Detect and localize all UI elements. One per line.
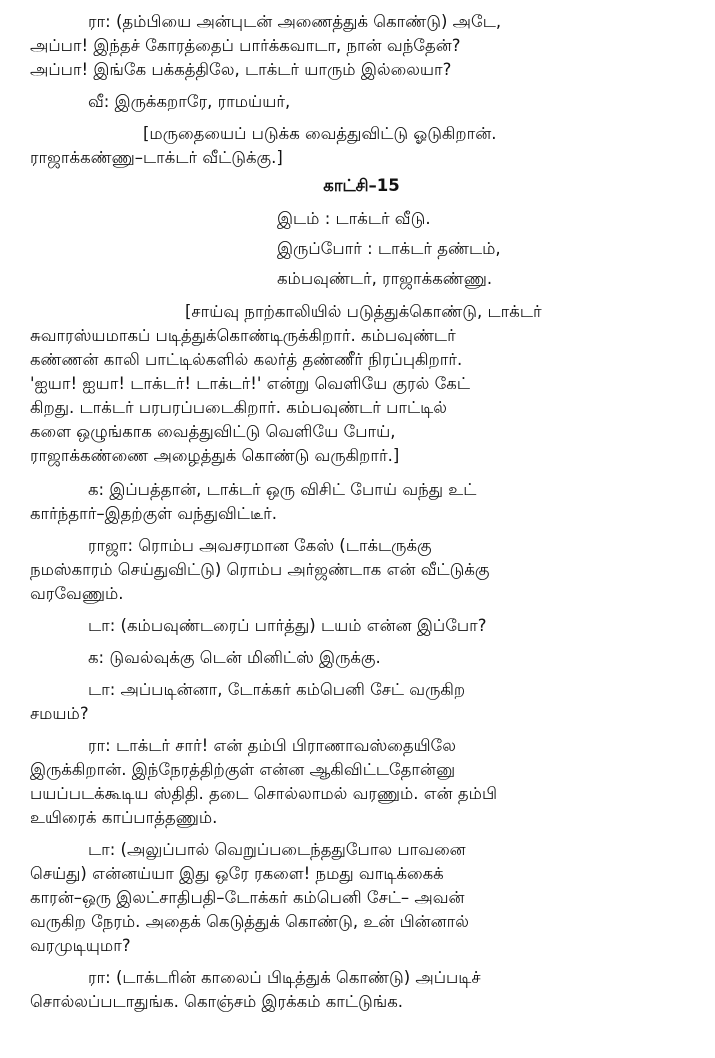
dialogue-line: வருகிற நேரம். அதைக் கெடுத்துக் கொண்டு, உன் பின்னால் xyxy=(30,912,469,931)
stage-direction xyxy=(30,122,693,170)
dialogue-line: பயப்படக்கூடிய ஸ்திதி. தடை சொல்லாமல் வரணும். என் தம்பி xyxy=(30,784,497,803)
dialogue-paragraph xyxy=(30,678,693,726)
dialogue-line: க: இப்பத்தான், டாக்டர் ஒரு விசிட் போய் வந்து உட் xyxy=(88,480,477,499)
scene-title: காட்சி–15 xyxy=(323,176,400,195)
dialogue-paragraph xyxy=(30,90,693,114)
dialogue-line: டா: (அலுப்பால் வெறுப்படைந்ததுபோல பாவனை xyxy=(88,840,466,859)
dialogue-line: இருக்கிறான். இந்நேரத்திற்குள் என்ன ஆகிவிட்டதோன்னு xyxy=(30,760,456,779)
dialogue-paragraph xyxy=(30,646,693,670)
dialogue-paragraph xyxy=(30,614,693,638)
dialogue-line: சமயம்? xyxy=(30,704,89,723)
stage-direction xyxy=(30,300,693,468)
dialogue-paragraph xyxy=(30,534,693,606)
dialogue-line: கார்ந்தார்–இதற்குள் வந்துவிட்டீர். xyxy=(30,504,277,523)
dialogue-paragraph xyxy=(30,734,693,830)
dialogue-line: டா: அப்படின்னா, டோக்கர் கம்பெனி சேட் வருகிற xyxy=(88,680,466,699)
dialogue-line: ரா: (தம்பியை அன்புடன் அணைத்துக் கொண்டு) அடே, xyxy=(88,12,502,31)
dialogue-line: அப்பா! இந்தச் கோரத்தைப் பார்க்கவாடா, நான் வந்தேன்? xyxy=(30,36,461,55)
stage-line: ராஜாக்கண்ணு–டாக்டர் வீட்டுக்கு.] xyxy=(30,148,283,167)
dialogue-line: வரமுடியுமா? xyxy=(30,936,131,955)
dialogue-line: சொல்லப்படாதுங்க. கொஞ்சம் இரக்கம் காட்டுங்க. xyxy=(30,992,403,1011)
dialogue-paragraph xyxy=(30,478,693,526)
dialogue-line: உயிரைக் காப்பாத்தணும். xyxy=(30,808,218,827)
stage-line: களை ஒழுங்காக வைத்துவிட்டு வெளியே போய், xyxy=(30,422,396,441)
stage-line: [மருதையைப் படுக்க வைத்துவிட்டு ஓடுகிறான். xyxy=(143,124,497,143)
dialogue-line: டா: (கம்பவுண்டரைப் பார்த்து) டயம் என்ன இப்போ? xyxy=(88,616,487,635)
stage-line: கண்ணன் காலி பாட்டில்களில் கலர்த் தண்ணீர் நிரப்புகிறார். xyxy=(30,350,463,369)
dialogue-line: ராஜா: ரொம்ப அவசரமான கேஸ் (டாக்டருக்கு xyxy=(88,536,432,555)
dialogue-paragraph xyxy=(30,838,693,958)
stage-line: ராஜாக்கண்ணை அழைத்துக் கொண்டு வருகிறார்.] xyxy=(30,446,400,465)
stage-line: 'ஐயா! ஐயா! டாக்டர்! டாக்டர்!' என்று வெளியே குரல் கேட் xyxy=(30,374,470,393)
dialogue-line: க: டுவல்வுக்கு டென் மினிட்ஸ் இருக்கு. xyxy=(88,648,381,667)
stage-line: [சாய்வு நாற்காலியில் படுத்துக்கொண்டு, டாக்டர் xyxy=(185,302,542,321)
dialogue-paragraph xyxy=(30,966,693,1014)
dialogue-line: நமஸ்காரம் செய்துவிட்டு) ரொம்ப அர்ஜண்டாக என் வீட்டுக்கு xyxy=(30,560,490,579)
dialogue-line: ரா: (டாக்டரின் காலைப் பிடித்துக் கொண்டு) அப்படிச் xyxy=(88,968,481,987)
stage-line: கிறது. டாக்டர் பரபரப்படைகிறார். கம்பவுண்டர் பாட்டில் xyxy=(30,398,447,417)
dialogue-line: அப்பா! இங்கே பக்கத்திலே, டாக்டர் யாரும் இல்லையா? xyxy=(30,60,452,79)
scene-present: இருப்போர் : டாக்டர் தண்டம், xyxy=(277,239,501,258)
scene-present-cont: கம்பவுண்டர், ராஜாக்கண்ணு. xyxy=(277,269,493,288)
dialogue-line: வீ: இருக்கறாரே, ராமய்யர், xyxy=(88,92,291,111)
dialogue-line: வரவேணும். xyxy=(30,584,124,603)
dialogue-line: செய்து) என்னய்யா இது ஒரே ரகளை! நமது வாடிக்கைக் xyxy=(30,864,444,883)
dialogue-line: காரன்–ஒரு இலட்சாதிபதி–டோக்கர் கம்பெனி சேட்– அவன் xyxy=(30,888,465,907)
scene-place: இடம் : டாக்டர் வீடு. xyxy=(277,209,431,228)
dialogue-line: ரா: டாக்டர் சார்! என் தம்பி பிராணாவஸ்தையிலே xyxy=(88,736,456,755)
scene-info xyxy=(30,204,693,294)
dialogue-paragraph xyxy=(30,10,693,82)
stage-line: சுவாரஸ்யமாகப் படித்துக்கொண்டிருக்கிறார். கம்பவுண்டர் xyxy=(30,326,456,345)
